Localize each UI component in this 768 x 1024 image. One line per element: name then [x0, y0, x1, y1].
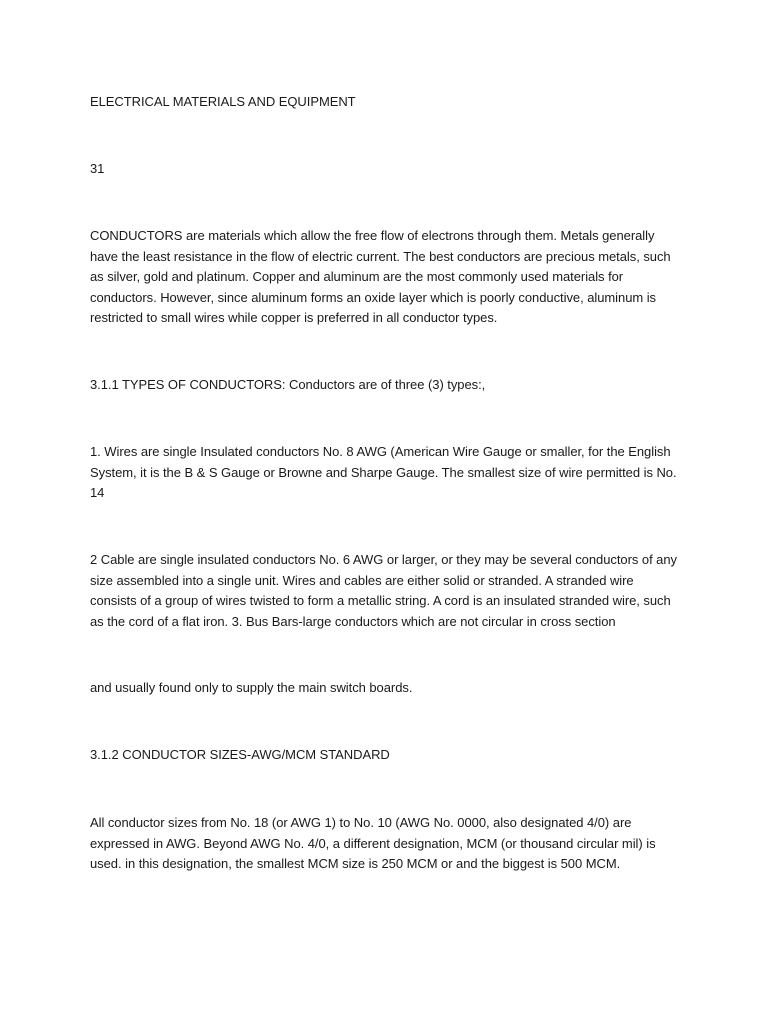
document-heading: ELECTRICAL MATERIALS AND EQUIPMENT	[90, 94, 356, 109]
cable-paragraph: 2 Cable are single insulated conductors No. 6 AWG or larger, or they may be several conductors of any size assembled into a single unit. Wires and cables are either solid or stranded. A stranded wire consists of a group of wires twisted to form a metallic string. A cord is an insulated stranded wire, such as the cord of a flat iron. 3. Bus Bars-large conductors which are not circular in cross section	[90, 552, 677, 629]
wires-paragraph: 1. Wires are single Insulated conductors No. 8 AWG (American Wire Gauge or smaller, for the English System, it is the B & S Gauge or Browne and Sharpe Gauge. The smallest size of wire permitted is No. 14	[90, 444, 677, 501]
awg-mcm-paragraph: All conductor sizes from No. 18 (or AWG 1) to No. 10 (AWG No. 0000, also designated 4/0) are expressed in AWG. Beyond AWG No. 4/0, a different designation, MCM (or thousand circular mil) is used. in this designation, the smallest MCM size is 250 MCM or and the biggest is 500 MCM.	[90, 815, 656, 872]
conductor-sizes-heading: 3.1.2 CONDUCTOR SIZES-AWG/MCM STANDARD	[90, 747, 390, 762]
conductors-paragraph: CONDUCTORS are materials which allow the free flow of electrons through them. Metals generally have the least resistance in the flow of electric current. The best conductors are precious metals, such as silver, gold and platinum. Copper and aluminum are the most commonly used materials for conductors. However, since aluminum forms an oxide layer which is poorly conductive, aluminum is restricted to small wires while copper is preferred in all conductor types.	[90, 228, 671, 326]
bus-bars-continuation-paragraph: and usually found only to supply the main switch boards.	[90, 680, 413, 695]
types-of-conductors-heading: 3.1.1 TYPES OF CONDUCTORS: Conductors are of three (3) types:,	[90, 377, 486, 392]
page-number: 31	[90, 161, 105, 176]
